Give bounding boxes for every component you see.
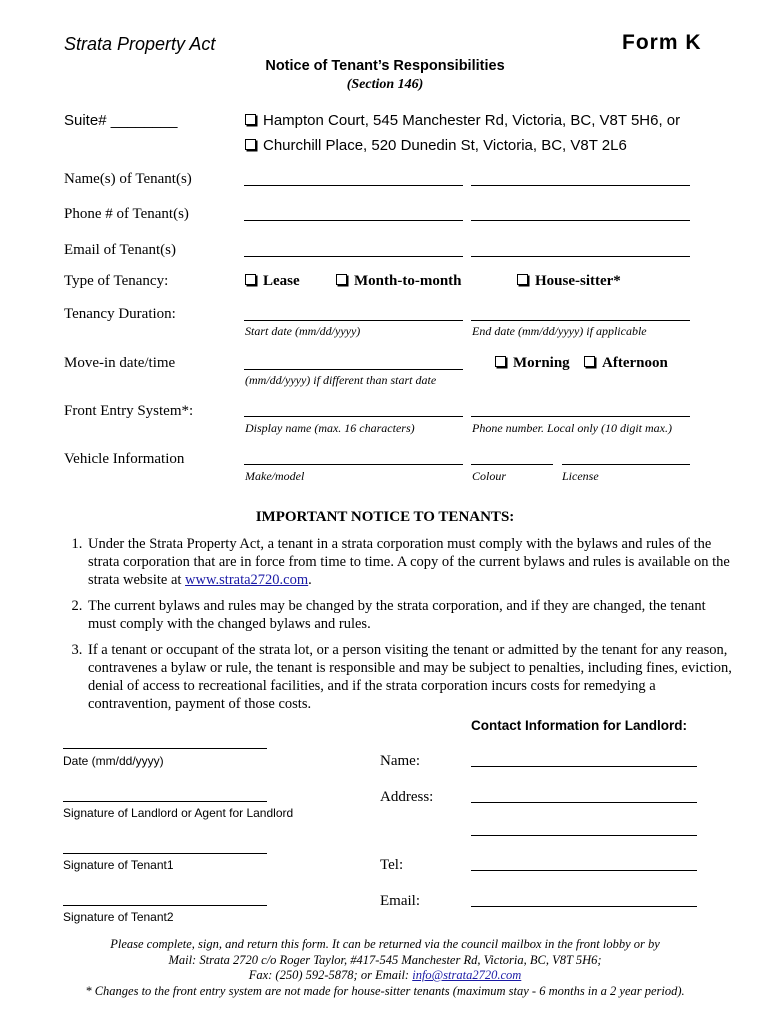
- tenancy-option-lease[interactable]: Lease: [245, 273, 300, 290]
- tenant1-signature-label: Signature of Tenant1: [63, 858, 174, 872]
- tenant1-signature-field[interactable]: [63, 853, 267, 854]
- vehicle-colour-field[interactable]: [471, 464, 553, 465]
- form-id: Form K: [622, 31, 702, 54]
- suite-label: Suite# ________: [64, 112, 178, 129]
- date-field[interactable]: [63, 748, 267, 749]
- tenant-phone-field-2[interactable]: [471, 220, 690, 221]
- tenant2-signature-label: Signature of Tenant2: [63, 910, 174, 924]
- checkbox-icon[interactable]: [245, 139, 256, 150]
- contact-address-label: Address:: [380, 789, 434, 805]
- footer-email-link[interactable]: info@strata2720.com: [412, 968, 522, 982]
- notice-title: Notice of Tenant’s Responsibilities: [265, 58, 505, 74]
- movein-hint: (mm/dd/yyyy) if different than start date: [245, 373, 437, 387]
- make-hint: Make/model: [245, 469, 305, 483]
- strata-website-link[interactable]: www.strata2720.com: [185, 572, 309, 588]
- phone-label: Phone # of Tenant(s): [64, 206, 189, 222]
- footer-line-1: Please complete, sign, and return this form. It can be returned via the council mailbox in the front lobby or by: [110, 937, 660, 951]
- tenant-name-field-2[interactable]: [471, 185, 690, 186]
- contact-tel-label: Tel:: [380, 857, 404, 873]
- entry-label: Front Entry System*:: [64, 403, 194, 419]
- notice-item-1: 1. Under the Strata Property Act, a tenant in a strata corporation must comply with the bylaws and rules of the strata corporation that are in force from time to time. A copy of the current bylaws and rules is available on the strata website at www.strata2720.com.: [86, 535, 736, 589]
- notice-item-3: 3. If a tenant or occupant of the strata lot, or a person visiting the tenant or admitted by the tenant for any reason, contravenes a bylaw or rule, the tenant is responsible and may be subject to penalties, including fines, eviction, denial of access to recreational facilities, and if the strata corporation incurs costs for remedying a contravention, payment of those costs.: [86, 641, 736, 713]
- tenant-email-field-2[interactable]: [471, 256, 690, 257]
- section-number: (Section 146): [346, 77, 424, 92]
- footer-line-3: Fax: (250) 592-5878; or Email: info@strata2720.com: [248, 968, 522, 982]
- checkbox-icon[interactable]: [584, 356, 595, 367]
- contact-heading: Contact Information for Landlord:: [471, 718, 687, 733]
- tenancy-option-month[interactable]: Month-to-month: [336, 273, 462, 290]
- names-label: Name(s) of Tenant(s): [64, 171, 192, 187]
- suite-option-hampton[interactable]: Hampton Court, 545 Manchester Rd, Victoria, BC, V8T 5H6, or: [245, 112, 680, 129]
- license-hint: License: [562, 469, 599, 483]
- vehicle-license-field[interactable]: [562, 464, 690, 465]
- vehicle-make-field[interactable]: [244, 464, 463, 465]
- contact-address-field-2[interactable]: [471, 835, 697, 836]
- date-label: Date (mm/dd/yyyy): [63, 754, 164, 768]
- entry-phone-hint: Phone number. Local only (10 digit max.): [472, 421, 672, 435]
- end-date-field[interactable]: [471, 320, 690, 321]
- vehicle-label: Vehicle Information: [64, 451, 185, 467]
- suite-option-churchill[interactable]: Churchill Place, 520 Dunedin St, Victoria, BC, V8T 2L6: [245, 137, 627, 154]
- display-name-hint: Display name (max. 16 characters): [245, 421, 415, 435]
- end-date-hint: End date (mm/dd/yyyy) if applicable: [472, 324, 647, 338]
- landlord-signature-label: Signature of Landlord or Agent for Landlord: [63, 806, 294, 820]
- footer-instructions: [40, 937, 730, 999]
- start-date-field[interactable]: [244, 320, 463, 321]
- notice-list: [62, 535, 736, 721]
- start-date-hint: Start date (mm/dd/yyyy): [245, 324, 361, 338]
- contact-name-label: Name:: [380, 753, 420, 769]
- movein-date-field[interactable]: [244, 369, 463, 370]
- tenant2-signature-field[interactable]: [63, 905, 267, 906]
- email-label: Email of Tenant(s): [64, 242, 176, 258]
- act-title: Strata Property Act: [64, 34, 216, 54]
- entry-phone-field[interactable]: [471, 416, 690, 417]
- footer-line-4: * Changes to the front entry system are not made for house-sitter tenants (maximum stay - 6 months in a 2 year period).: [85, 983, 685, 998]
- colour-hint: Colour: [472, 469, 507, 483]
- movein-label: Move-in date/time: [64, 355, 176, 371]
- movein-option-morning[interactable]: Morning: [495, 355, 570, 372]
- notice-item-2: 2. The current bylaws and rules may be changed by the strata corporation, and if they are changed, the tenant must comply with the changed bylaws and rules.: [86, 597, 736, 633]
- tenant-phone-field-1[interactable]: [244, 220, 463, 221]
- checkbox-icon[interactable]: [245, 114, 256, 125]
- contact-address-field-1[interactable]: [471, 802, 697, 803]
- landlord-signature-field[interactable]: [63, 801, 267, 802]
- contact-tel-field[interactable]: [471, 870, 697, 871]
- tenant-email-field-1[interactable]: [244, 256, 463, 257]
- contact-email-field[interactable]: [471, 906, 697, 907]
- tenant-name-field-1[interactable]: [244, 185, 463, 186]
- contact-name-field[interactable]: [471, 766, 697, 767]
- tenancy-option-housesitter[interactable]: House-sitter*: [517, 273, 621, 290]
- checkbox-icon[interactable]: [517, 274, 528, 285]
- duration-label: Tenancy Duration:: [64, 306, 176, 322]
- notice-heading: IMPORTANT NOTICE TO TENANTS:: [255, 509, 515, 525]
- contact-email-label: Email:: [380, 893, 420, 909]
- checkbox-icon[interactable]: [245, 274, 256, 285]
- movein-option-afternoon[interactable]: Afternoon: [584, 355, 668, 372]
- checkbox-icon[interactable]: [495, 356, 506, 367]
- display-name-field[interactable]: [244, 416, 463, 417]
- footer-line-2: Mail: Strata 2720 c/o Roger Taylor, #417-545 Manchester Rd, Victoria, BC, V8T 5H6;: [168, 952, 602, 967]
- tenancy-type-label: Type of Tenancy:: [64, 273, 169, 289]
- checkbox-icon[interactable]: [336, 274, 347, 285]
